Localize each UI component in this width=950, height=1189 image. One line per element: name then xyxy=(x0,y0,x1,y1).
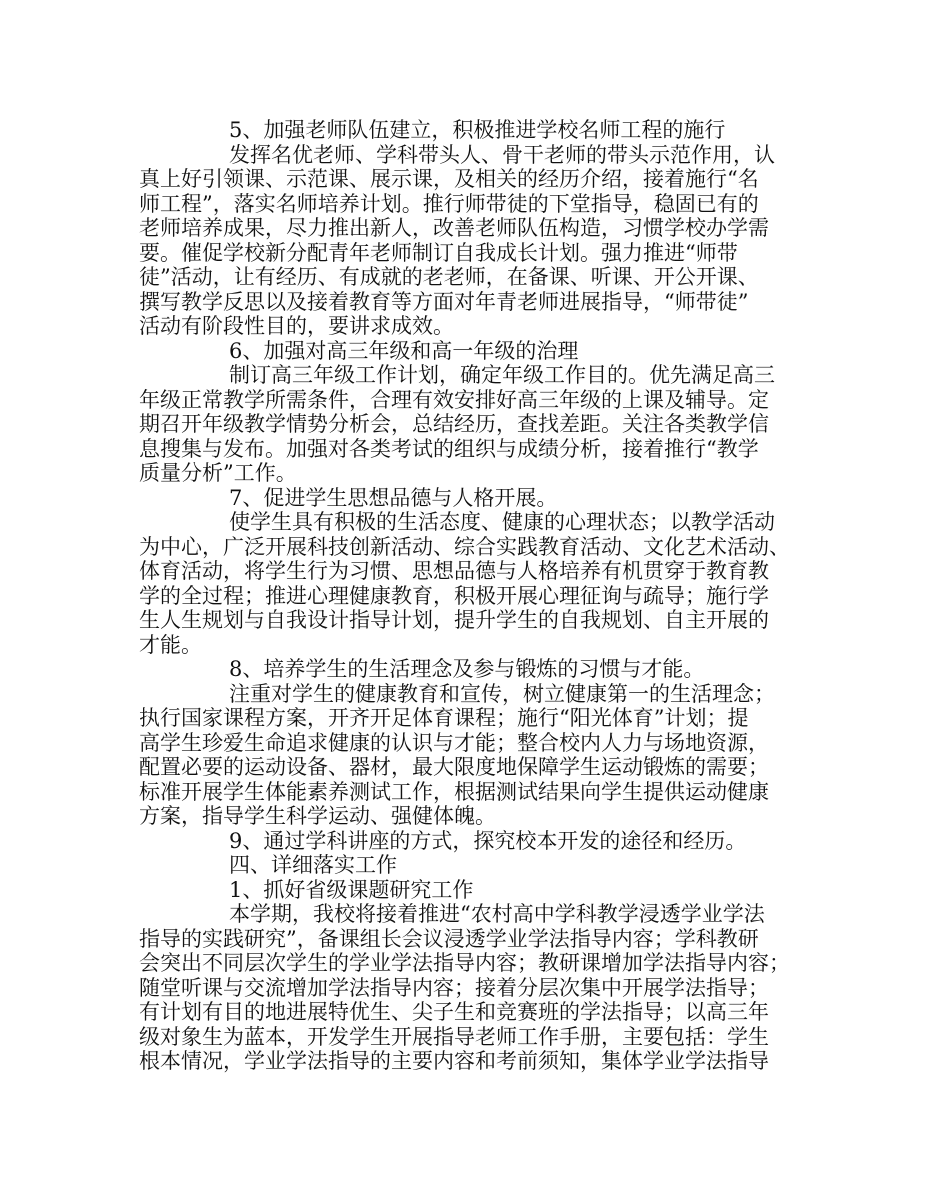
paragraph-start-line: 发挥名优老师、学科带头人、骨干老师的带头示范作用，认 xyxy=(229,142,775,167)
text-line: 为中心，广泛开展科技创新活动、综合实践教育活动、文化艺术活动、 xyxy=(139,534,790,559)
text-line: 有计划有目的地进展特优生、尖子生和竞赛班的学法指导；以高三年 xyxy=(139,1000,769,1024)
text-line: 活动有阶段性目的，要讲求成效。 xyxy=(139,314,454,338)
text-line: 老师培养成果，尽力推出新人，改善老师队伍构造，习惯学校办学需 xyxy=(139,216,769,240)
text-line: 根本情况，学业学法指导的主要内容和考前须知，集体学业学法指导 xyxy=(139,1049,769,1073)
text-line: 高学生珍爱生命追求健康的认识与才能；整合校内人力与场地资源， xyxy=(139,730,769,755)
text-line: 执行国家课程方案，开齐开足体育课程；施行“阳光体育”计划；提 xyxy=(139,706,749,730)
text-line: 师工程”，落实名师培养计划。推行师带徒的下堂指导，稳固已有的 xyxy=(139,191,759,216)
paragraph-start-line: 本学期，我校将接着推进“农村高中学科教学浸透学业学法 xyxy=(229,902,765,926)
text-line: 级对象生为蓝本，开发学生开展指导老师工作手册，主要包括：学生 xyxy=(139,1024,769,1049)
document-body xyxy=(139,118,819,1074)
paragraph-start-line: 6、加强对高三年级和高一年级的治理 xyxy=(229,338,579,363)
text-line: 息搜集与发布。加强对各类考试的组织与成绩分析，接着推行“教学 xyxy=(139,436,759,461)
paragraph-start-line: 8、培养学生的生活理念及参与锻炼的习惯与才能。 xyxy=(229,657,705,681)
text-line: 要。催促学校新分配青年老师制订自我成长计划。强力推进“师带 xyxy=(139,240,738,265)
text-line: 年级正常教学所需条件，合理有效安排好高三年级的上课及辅导。定 xyxy=(139,387,769,412)
paragraph-start-line: 制订高三年级工作计划，确定年级工作目的。优先满足高三 xyxy=(229,363,775,387)
paragraph-start-line: 四、详细落实工作 xyxy=(229,853,397,877)
text-line: 真上好引领课、示范课、展示课，及相关的经历介绍，接着施行“名 xyxy=(139,167,759,191)
text-line: 指导的实践研究”，备课组长会议浸透学业学法指导内容；学科教研 xyxy=(139,926,759,951)
text-line: 配置必要的运动设备、器材，最大限度地保障学生运动锻炼的需要； xyxy=(139,755,769,779)
text-line: 才能。 xyxy=(139,632,202,657)
text-line: 体育活动，将学生行为习惯、思想品德与人格培养有机贯穿于教育教 xyxy=(139,559,769,583)
paragraph-start-line: 7、促进学生思想品德与人格开展。 xyxy=(229,485,558,510)
text-line: 徒”活动，让有经历、有成就的老老师，在备课、听课、开公开课、 xyxy=(139,265,759,289)
text-line: 随堂听课与交流增加学法指导内容；接着分层次集中开展学法指导； xyxy=(139,975,769,1000)
paragraph-start-line: 注重对学生的健康教育和宣传，树立健康第一的生活理念； xyxy=(229,681,775,706)
paragraph-start-line: 使学生具有积极的生活态度、健康的心理状态；以教学活动 xyxy=(229,510,775,534)
text-line: 会突出不同层次学生的学业学法指导内容；教研课增加学法指导内容； xyxy=(139,951,790,975)
paragraph-start-line: 9、通过学科讲座的方式，探究校本开发的途径和经历。 xyxy=(229,828,747,853)
text-line: 学的全过程；推进心理健康教育，积极开展心理征询与疏导；施行学 xyxy=(139,583,769,608)
text-line: 方案，指导学生科学运动、强健体魄。 xyxy=(139,804,496,828)
text-line: 质量分析”工作。 xyxy=(139,461,297,485)
paragraph-start-line: 5、加强老师队伍建立，积极推进学校名师工程的施行 xyxy=(229,118,726,142)
text-line: 期召开年级教学情势分析会，总结经历，查找差距。关注各类教学信 xyxy=(139,412,769,436)
text-line: 标准开展学生体能素养测试工作，根据测试结果向学生提供运动健康 xyxy=(139,779,769,804)
text-line: 撰写教学反思以及接着教育等方面对年青老师进展指导，“师带徒” xyxy=(139,289,749,314)
paragraph-start-line: 1、抓好省级课题研究工作 xyxy=(229,877,474,902)
text-line: 生人生规划与自我设计指导计划，提升学生的自我规划、自主开展的 xyxy=(139,608,769,632)
